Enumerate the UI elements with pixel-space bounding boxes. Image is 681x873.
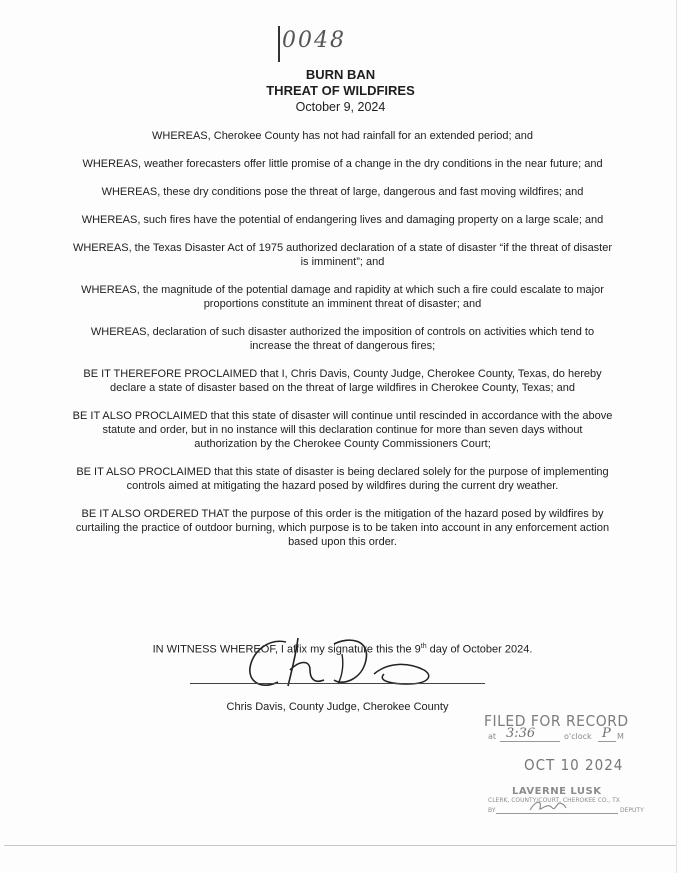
stamp-clerk-name: LAVERNE LUSK [512, 786, 602, 797]
margin-mark [278, 26, 280, 62]
paragraph-whereas-forecast: WHEREAS, weather forecasters offer little promise of a change in the dry conditions in the near future; and [82, 158, 603, 170]
witness-text-start: IN WITNESS WHEREOF, I affix my signature this the 9 [152, 643, 421, 656]
paragraph-proclaimed-declaration: BE IT THEREFORE PROCLAIMED that I, Chris Davis, County Judge, Cherokee County, Texas, do hereby declare a state of disaster based on the threat of large wildfires in Cherokee County, Texas; and [83, 368, 602, 394]
paragraph-whereas-controls: WHEREAS, declaration of such disaster authorized the imposition of controls on activities which tend to increase the threat of dangerous fires; [90, 326, 595, 352]
stamp-clerk-title: CLERK, COUNTY/COURT, CHEROKEE CO., TX [488, 797, 620, 804]
stamp-by-label: BY [488, 807, 496, 814]
stamp-m-label: M [617, 732, 624, 741]
filed-for-record-stamp [484, 712, 644, 816]
stamp-date: OCT 10 2024 [524, 756, 624, 774]
stamp-filed-label: FILED FOR RECORD [484, 712, 629, 730]
document-title: BURN BAN [305, 67, 376, 82]
signature-line [190, 683, 485, 684]
stamp-deputy-initials [528, 798, 568, 814]
paragraph-whereas-dry-conditions: WHEREAS, these dry conditions pose the threat of large, dangerous and fast moving wildfires; and [101, 186, 584, 198]
document-number: 0048 [282, 28, 346, 53]
stamp-time-line [484, 726, 644, 744]
stamp-oclock-label: o'clock [564, 732, 592, 741]
scan-bottom-rule [4, 845, 676, 846]
paragraph-whereas-magnitude: WHEREAS, the magnitude of the potential damage and rapidity at which such a fire could escalate to major proportions constitute an imminent threat of disaster; and [81, 284, 604, 310]
stamp-handwritten-ampm: P [602, 726, 611, 741]
paragraph-ordered-mitigation: BE IT ALSO ORDERED THAT the purpose of this order is the mitigation of the hazard posed by wildfires by curtailing the practice of outdoor burning, which purpose is to be taken into account in any enforcement action based upon this order. [75, 508, 610, 548]
stamp-handwritten-time: 3:36 [506, 726, 536, 741]
witness-text-end: day of October 2024. [426, 643, 533, 656]
paragraph-whereas-disaster-act: WHEREAS, the Texas Disaster Act of 1975 authorized declaration of a state of disaster “if the threat of disaster is imminent”; and [72, 242, 613, 268]
scan-right-edge [676, 0, 677, 873]
witness-ordinal: th [420, 643, 427, 650]
paragraph-whereas-fire-potential: WHEREAS, such fires have the potential of endangering lives and damaging property on a large scale; and [81, 214, 604, 226]
paragraph-whereas-rainfall: WHEREAS, Cherokee County has not had rainfall for an extended period; and [152, 130, 533, 142]
stamp-by-line [488, 804, 644, 816]
document-header [0, 67, 681, 115]
stamp-deputy-label: DEPUTY [620, 807, 644, 814]
paragraph-proclaimed-purpose: BE IT ALSO PROCLAIMED that this state of disaster is being declared solely for the purpose of implementing controls aimed at mitigating the hazard posed by wildfires during the current dry weather. [76, 466, 609, 492]
paragraph-proclaimed-duration: BE IT ALSO PROCLAIMED that this state of disaster will continue until rescinded in accordance with the above statute and order, but in no instance will this declaration continue for more than seven days without authorization by the Cherokee County Commissioners Court; [72, 410, 613, 450]
document-date: October 9, 2024 [295, 100, 386, 114]
signer-name: Chris Davis, County Judge, Cherokee County [226, 701, 449, 713]
document-subtitle: THREAT OF WILDFIRES [266, 83, 415, 98]
stamp-at-label: at [488, 732, 497, 741]
document-body [70, 129, 615, 563]
